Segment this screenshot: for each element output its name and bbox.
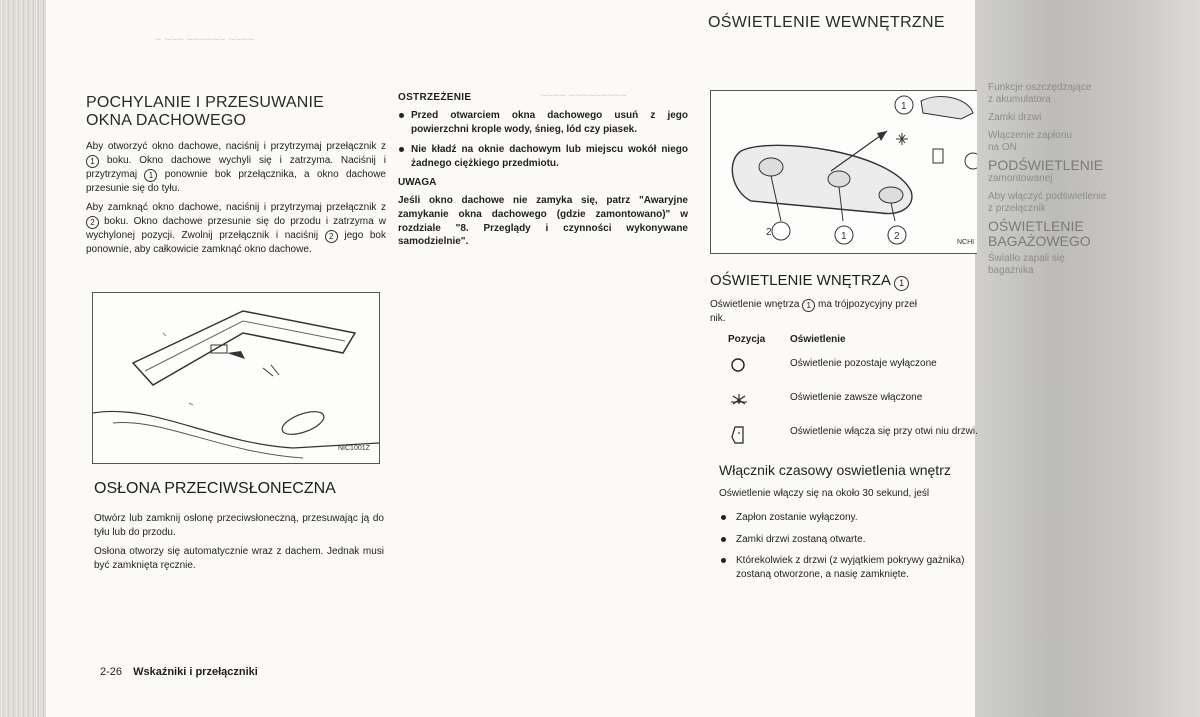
sunroof-title-line1: POCHYLANIE I PRZESUWANIE: [86, 94, 325, 111]
text: zamontowanej: [988, 173, 1053, 184]
door-icon: [728, 425, 748, 445]
table-header-position: Pozycja: [728, 334, 766, 345]
page-number: 2-26: [100, 666, 123, 678]
text: Oświetlenie wnętrza: [710, 299, 800, 310]
table-header-row: [728, 334, 980, 353]
interior-light-body: [710, 298, 980, 326]
text: PODŚWIETLENIE: [988, 157, 1104, 173]
text: na ON: [988, 142, 1017, 153]
sunvisor-paragraph: Otwórz lub zamknij osłonę przeciwsłoneczną, przesuwając ją do tyłu lub do przodu.: [94, 513, 384, 538]
text: Włączenie zapłonu: [988, 130, 1072, 141]
text: ponownie bok przełącznika, a okno dachowe przesunie się do tyłu.: [86, 168, 386, 194]
text: Aby zamknąć okno dachowe, naciśnij i przytrzymaj przełącznik z: [86, 202, 386, 214]
sunroof-title-line2: OKNA DACHOWEGO: [86, 112, 247, 129]
text: Światło zapali się: [988, 253, 1065, 264]
timer-list: [719, 511, 981, 589]
sunroof-drawing: [93, 293, 379, 463]
sunvisor-paragraph: Osłona otworzy się automatycznie wraz z dachem. Jednak musi być zamknięta ręcznie.: [94, 546, 384, 571]
table-row: [728, 421, 980, 459]
table-row: [728, 387, 980, 421]
sunroof-section: [86, 94, 386, 256]
text: Aby otworzyć okno dachowe, naciśnij i przytrzymaj przełącznik z: [86, 141, 386, 152]
figure-label: 1: [901, 101, 907, 112]
timer-item: Zamki drzwi zostaną otwarte.: [719, 533, 981, 547]
chapter-title: Wskaźniki i przełączniki: [133, 666, 258, 678]
position-cell: [728, 387, 790, 421]
timer-item: Którekolwiek z drzwi (z wyjątkiem pokrywy gażnika) zostaną otworzone, a nasię zamknięte.: [719, 554, 981, 581]
sunvisor-section: [94, 502, 384, 572]
warning-heading: OSTRZEŻENIE: [398, 92, 472, 103]
figure-label: 1: [841, 231, 847, 242]
callout-number: 1: [802, 299, 815, 312]
text: bagażnika: [988, 265, 1034, 276]
sunroof-close-paragraph: [86, 201, 386, 256]
note-text: Jeśli okno dachowe nie zamyka się, patrz "Awaryjne zamykanie okna dachowego (gdzie zamontowano)" w rozdziale "8. Przeglądy i czynności wykonywane samodzielnie".: [398, 195, 688, 248]
text: nik.: [710, 313, 726, 324]
text: Aby włączyć podświetlenie: [988, 191, 1107, 202]
figure-label: 2: [894, 231, 900, 242]
book-page-edge: [0, 0, 46, 717]
sunvisor-title: OSŁONA PRZECIWSŁONECZNA: [94, 480, 336, 497]
sunroof-illustration: [92, 292, 380, 464]
page-footer: [100, 666, 258, 678]
right-page-text: [988, 82, 1138, 277]
table-cell: Oświetlenie pozostaje wyłączone: [790, 358, 937, 369]
figure-code: NCHI: [957, 239, 975, 246]
table-cell: Oświetlenie zawsze włączone: [790, 392, 923, 403]
text: boku. Okno dachowe wychyli się i zatrzyma. Naciśnij i przytrzymaj: [86, 154, 386, 180]
callout-number: 2: [325, 230, 338, 243]
callout-number: 1: [86, 155, 99, 168]
text: Funkcje oszczędzające: [988, 82, 1092, 93]
timer-title: Włącznik czasowy oswietlenia wnętrz: [719, 462, 951, 478]
table-cell: Oświetlenie włącza się przy otwi niu drzwi.: [790, 426, 978, 437]
show-through-text: ~~~~ ~~~~~~~~~: [540, 90, 627, 102]
interior-light-title-text: OŚWIETLENIE WNĘTRZA: [710, 272, 891, 289]
table-header-lighting: Oświetlenie: [790, 334, 846, 345]
warning-section: [398, 92, 688, 249]
sunroof-open-paragraph: [86, 140, 386, 195]
text: boku. Okno dachowe przesunie się do przodu i zatrzyma w wychylonej pozycji. Zwolnij przełącznik i naciśnij: [86, 215, 386, 241]
callout-number: 1: [144, 169, 157, 182]
sunroof-title: [86, 94, 386, 130]
figure-code: NIC1001Z: [338, 445, 370, 452]
text: BAGAŻOWEGO: [988, 233, 1091, 249]
warning-item: Nie kładź na oknie dachowym lub miejscu wokół niego żadnego ciężkiego przedmiotu.: [398, 143, 688, 170]
position-cell: [728, 421, 790, 459]
callout-number: 2: [86, 216, 99, 229]
callout-number: 1: [894, 276, 909, 291]
warning-item: Przed otwarciem okna dachowego usuń z jego powierzchni krople wody, śnieg, lód czy piasek.: [398, 109, 688, 136]
table-row: [728, 353, 980, 387]
section-title: OŚWIETLENIE WEWNĘTRZNE: [708, 14, 945, 31]
off-circle-icon: [728, 357, 748, 373]
text: jego bok ponownie, aby całkowicie zamknąć okno dachowe.: [86, 229, 386, 255]
interior-light-title: [710, 272, 909, 291]
timer-body: Oświetlenie włączy się na około 30 sekund, jeśl: [719, 488, 930, 499]
text: Zamki drzwi: [988, 112, 1042, 123]
warning-list: [398, 109, 688, 170]
figure-label: 2: [766, 227, 772, 238]
switch-position-table: [728, 334, 980, 459]
position-cell: [728, 353, 790, 387]
show-through-text: ~ ~~~ ~~~~~~ ~~~~: [155, 34, 255, 46]
text: ma trójpozycyjny przeł: [818, 299, 917, 310]
text: z przełącznik: [988, 203, 1046, 214]
interior-lamp-drawing: [711, 91, 977, 253]
lamp-on-icon: [728, 391, 750, 407]
note-heading: UWAGA: [398, 177, 437, 189]
text: z akumulatora: [988, 94, 1051, 105]
timer-item: Zapłon zostanie wyłączony.: [719, 511, 981, 525]
interior-lamp-illustration: [710, 90, 977, 254]
interior-lighting-header: [708, 14, 976, 32]
text: OŚWIETLENIE: [988, 218, 1084, 234]
